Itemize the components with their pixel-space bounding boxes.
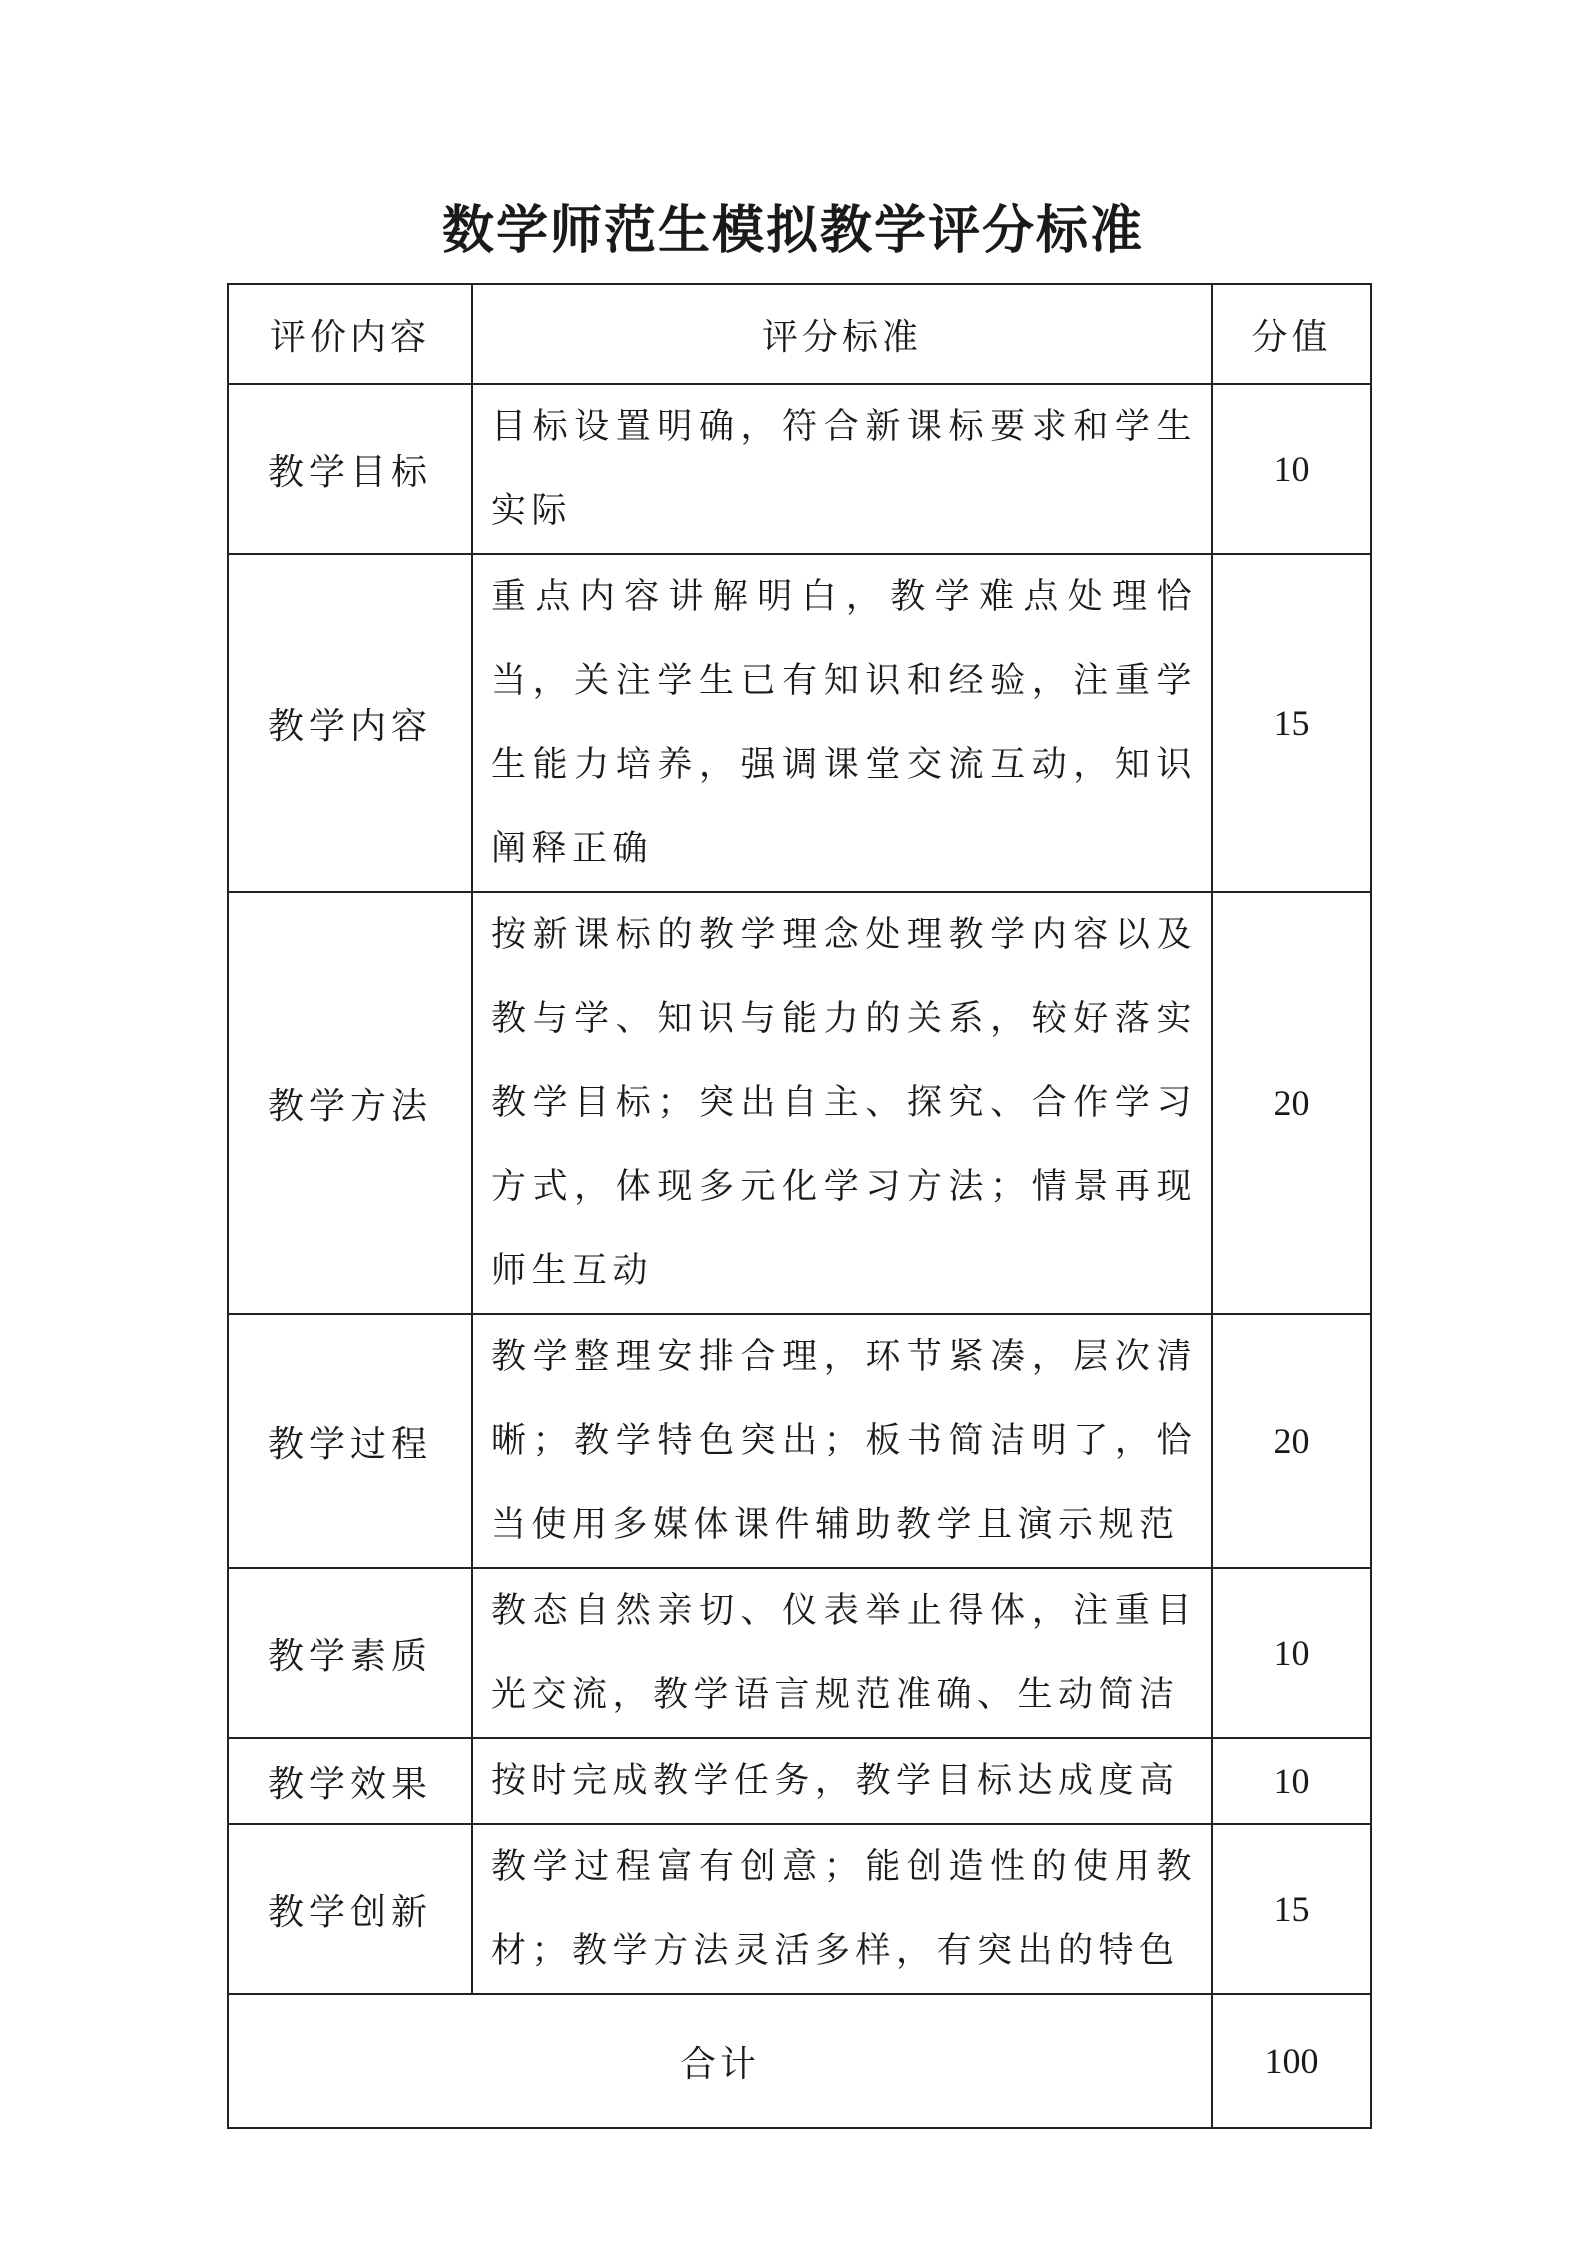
row-criteria: 教学过程富有创意；能创造性的使用教材；教学方法灵活多样，有突出的特色 [472, 1824, 1212, 1994]
table-row [228, 1738, 1371, 1824]
header-category: 评价内容 [228, 284, 472, 384]
table-row [228, 554, 1371, 892]
header-score: 分值 [1212, 284, 1371, 384]
row-category: 教学过程 [228, 1314, 472, 1568]
row-criteria: 重点内容讲解明白，教学难点处理恰当，关注学生已有知识和经验，注重学生能力培养，强调课堂交流互动，知识阐释正确 [472, 554, 1212, 892]
row-score: 20 [1212, 892, 1371, 1314]
row-category: 教学方法 [228, 892, 472, 1314]
row-criteria: 按时完成教学任务，教学目标达成度高 [472, 1738, 1212, 1824]
row-category: 教学内容 [228, 554, 472, 892]
table-row [228, 892, 1371, 1314]
row-score: 10 [1212, 384, 1371, 554]
table-row [228, 384, 1371, 554]
row-criteria: 教学整理安排合理，环节紧凑，层次清晰；教学特色突出；板书简洁明了，恰当使用多媒体课件辅助教学且演示规范 [472, 1314, 1212, 1568]
total-score: 100 [1212, 1994, 1371, 2128]
row-category: 教学效果 [228, 1738, 472, 1824]
row-score: 15 [1212, 1824, 1371, 1994]
total-row [228, 1994, 1371, 2128]
row-category: 教学创新 [228, 1824, 472, 1994]
row-criteria: 按新课标的教学理念处理教学内容以及教与学、知识与能力的关系，较好落实教学目标；突出自主、探究、合作学习方式，体现多元化学习方法；情景再现师生互动 [472, 892, 1212, 1314]
scoring-table [227, 283, 1372, 2129]
row-criteria: 教态自然亲切、仪表举止得体，注重目光交流，教学语言规范准确、生动简洁 [472, 1568, 1212, 1738]
row-category: 教学目标 [228, 384, 472, 554]
row-criteria: 目标设置明确，符合新课标要求和学生实际 [472, 384, 1212, 554]
table-header-row [228, 284, 1371, 384]
row-score: 10 [1212, 1568, 1371, 1738]
table-row [228, 1568, 1371, 1738]
row-score: 15 [1212, 554, 1371, 892]
header-criteria: 评分标准 [472, 284, 1212, 384]
total-label: 合计 [228, 1994, 1212, 2128]
row-score: 10 [1212, 1738, 1371, 1824]
document-title: 数学师范生模拟教学评分标准 [441, 200, 1144, 261]
row-score: 20 [1212, 1314, 1371, 1568]
table-row [228, 1314, 1371, 1568]
table-row [228, 1824, 1371, 1994]
row-category: 教学素质 [228, 1568, 472, 1738]
